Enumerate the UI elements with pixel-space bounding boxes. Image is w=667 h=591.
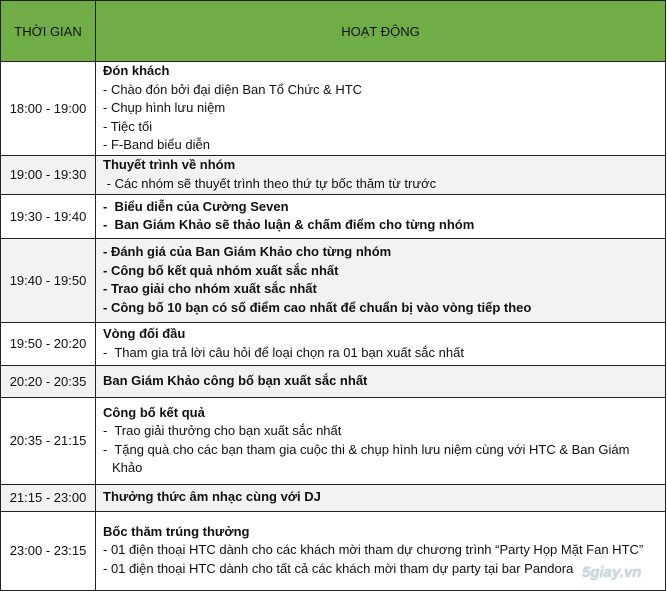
activity-item: - 01 điện thoại HTC dành cho tất cả các khách mời tham dự party tại bar Pandora	[103, 560, 574, 576]
schedule-row	[1, 397, 666, 484]
activity-cell	[96, 484, 666, 511]
time-cell: 20:20 - 20:35	[1, 365, 96, 397]
schedule-row	[1, 155, 666, 194]
activity-item: - Công bố 10 bạn có số điểm cao nhất để chuẩn bị vào vòng tiếp theo	[103, 299, 532, 315]
activity-item: - Chụp hình lưu niệm	[103, 100, 226, 115]
activity-cell	[96, 511, 666, 590]
activity-item: - Tiệc tối	[103, 118, 153, 134]
watermark-logo: 5giay.vn	[582, 564, 642, 581]
schedule-row	[1, 238, 666, 322]
activity-title: Thưởng thức âm nhạc cùng với DJ	[103, 489, 321, 505]
time-cell: 23:00 - 23:15	[1, 511, 96, 590]
activity-item: - 01 điện thoại HTC dành cho các khách mời tham dự chương trình “Party Họp Mặt Fan HTC”	[103, 542, 644, 558]
activity-title: Vòng đối đầu	[103, 326, 186, 341]
time-cell: 20:35 - 21:15	[1, 397, 96, 484]
activity-cell	[96, 62, 666, 156]
activity-item: - Đánh giá của Ban Giám Khảo cho từng nhóm	[103, 244, 392, 259]
activity-title: Công bố kết quả	[103, 404, 205, 420]
header-time: THỜI GIAN	[1, 1, 96, 62]
header-activity: HOẠT ĐỘNG	[96, 1, 666, 62]
activity-cell	[96, 365, 666, 397]
schedule-row	[1, 484, 666, 511]
activity-cell	[96, 194, 666, 238]
time-cell: 18:00 - 19:00	[1, 62, 96, 156]
activity-item: - Công bố kết quả nhóm xuất sắc nhất	[103, 262, 339, 278]
activity-title: Ban Giám Khảo công bố bạn xuất sắc nhất	[103, 372, 368, 388]
activity-title: Đón khách	[103, 63, 170, 78]
activity-item: - Các nhóm sẽ thuyết trình theo thứ tự bốc thăm từ trước	[103, 175, 437, 191]
time-cell: 21:15 - 23:00	[1, 484, 96, 511]
time-cell: 19:00 - 19:30	[1, 155, 96, 194]
schedule-row	[1, 194, 666, 238]
schedule-row	[1, 365, 666, 397]
activity-cell	[96, 397, 666, 484]
header-row	[1, 1, 666, 62]
schedule-row	[1, 511, 666, 590]
activity-item: - Tham gia trả lời câu hỏi để loại chọn ra 01 bạn xuất sắc nhất	[103, 344, 464, 360]
activity-cell	[96, 322, 666, 365]
activity-cell	[96, 155, 666, 194]
activity-title: Bốc thăm trúng thưởng	[103, 523, 250, 539]
activity-item: - Biểu diễn của Cường Seven	[103, 198, 289, 214]
time-cell: 19:30 - 19:40	[1, 194, 96, 238]
time-cell: 19:50 - 20:20	[1, 322, 96, 365]
schedule-row	[1, 322, 666, 365]
activity-item: - Trao giải thưởng cho bạn xuất sắc nhất	[103, 423, 342, 438]
activity-item: - Trao giải cho nhóm xuất sắc nhất	[103, 281, 317, 296]
activity-item: - F-Band biểu diễn	[103, 137, 210, 152]
schedule-body	[1, 62, 666, 591]
schedule-row	[1, 62, 666, 156]
time-cell: 19:40 - 19:50	[1, 238, 96, 322]
activity-item: - Chào đón bởi đại diện Ban Tổ Chức & HTC	[103, 81, 363, 97]
activity-item: - Ban Giám Khảo sẽ thảo luận & chấm điểm cho từng nhóm	[103, 217, 475, 232]
activity-cell	[96, 238, 666, 322]
activity-item: - Tặng quà cho các bạn tham gia cuộc thi & chụp hình lưu niệm cùng với HTC & Ban Giám Khảo	[103, 441, 634, 475]
activity-title: Thuyết trình về nhóm	[103, 157, 236, 172]
